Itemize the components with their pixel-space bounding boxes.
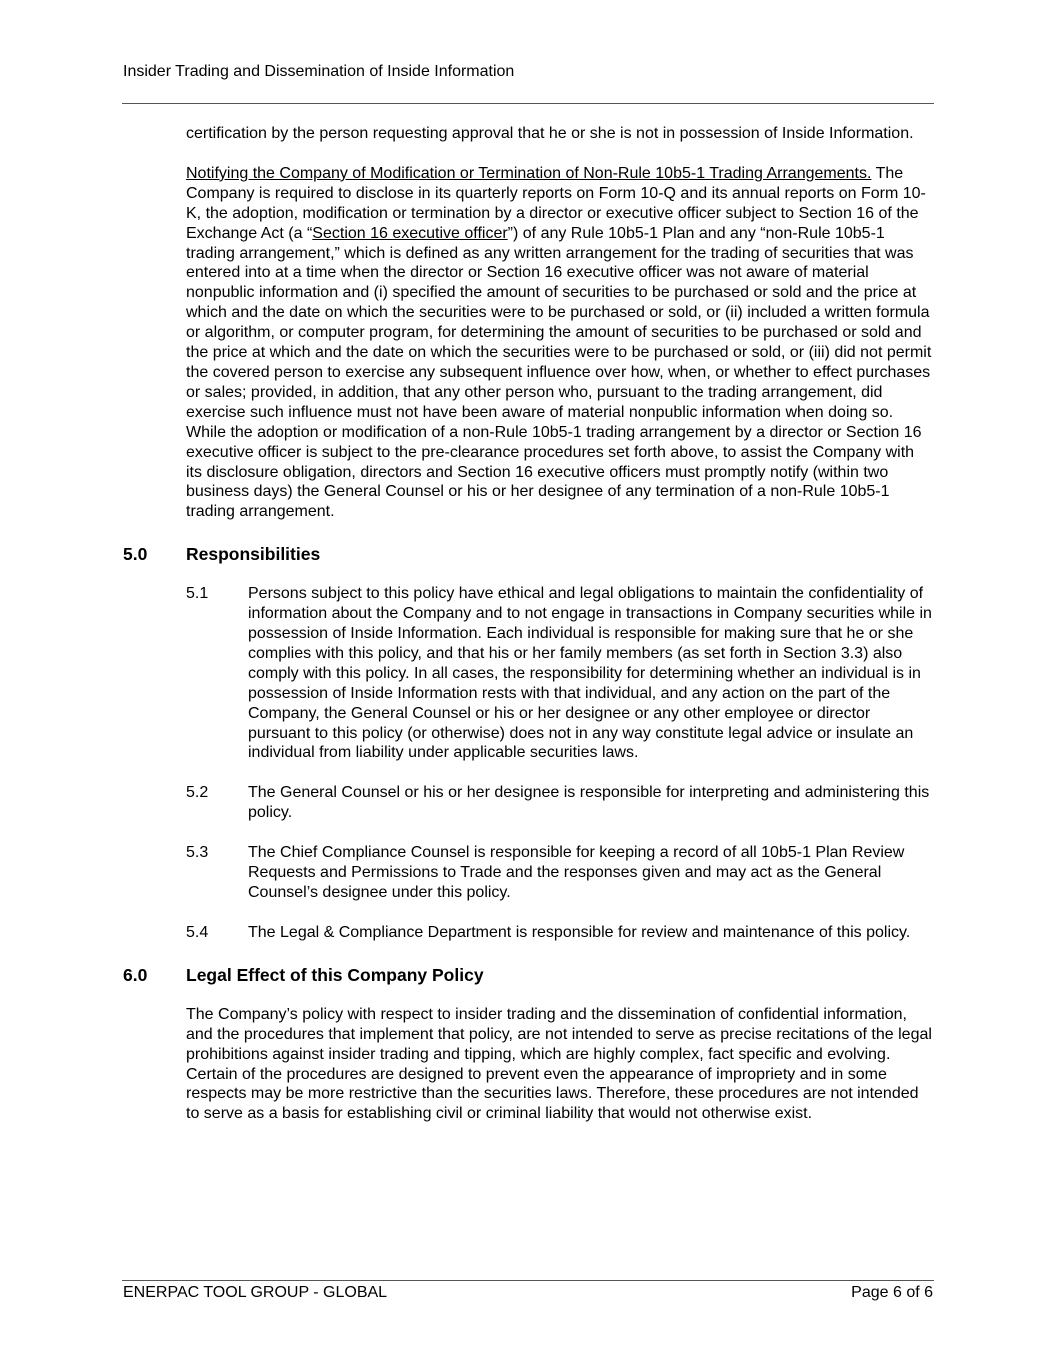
item-number: 5.1 [186, 585, 209, 603]
section-title: Legal Effect of this Company Policy [186, 964, 484, 985]
section-number: 5.0 [123, 544, 148, 565]
section-title: Responsibilities [186, 544, 321, 565]
notification-paragraph [186, 164, 933, 522]
defined-term: Section 16 executive officer [312, 224, 508, 242]
item-text: Persons subject to this policy have ethical and legal obligations to maintain the confidentiality of information about the Company and to not engage in transactions in Company securities while in possession of Inside Information. Each individual is responsible for making sure that he or she complies with this policy, and that his or her family members (as set forth in Section 3.3) also comply with this policy. In all cases, the responsibility for determining whether an individual is in possession of Inside Information rests with that individual, and any action on the part of the Company, the General Counsel or his or her designee or any other employee or director pursuant to this policy (or otherwise) does not in any way constitute legal advice or insulate an individual from liability under applicable securities laws. [248, 585, 932, 762]
page-footer [123, 1283, 933, 1303]
section-6-heading [123, 964, 933, 986]
document-body [123, 124, 933, 1124]
list-item [186, 783, 933, 823]
footer-divider [122, 1280, 934, 1281]
page-number: Page 6 of 6 [851, 1284, 933, 1301]
notification-text-part-2: ”) of any Rule 10b5-1 Plan and any “non-Rule 10b5-1 trading arrangement,” which is defined as any written arrangement for the trading of securities that was entered into at a time when the director or Section 16 executive officer was not aware of material nonpublic information and (i) specified the amount of securities to be purchased or sold and the price at which and the date on which the securities were to be purchased or sold, or (ii) included a written formula or algorithm, or computer program, for determining the amount of securities to be purchased or sold and the price at which and the date on which the securities were to be purchased or sold, or (iii) did not permit the covered person to exercise any subsequent influence over how, when, or whether to effect purchases or sales; provided, in addition, that any other person who, pursuant to the trading arrangement, did exercise such influence must not have been aware of material nonpublic information when doing so. While the adoption or modification of a non-Rule 10b5-1 trading arrangement by a director or Section 16 executive officer is subject to the pre-clearance procedures set forth above, to assist the Company with its disclosure obligation, directors and Section 16 executive officers must promptly notify (within two business days) the General Counsel or his or her designee of any termination of a non-Rule 10b5-1 trading arrangement. [186, 224, 932, 521]
item-number: 5.4 [186, 923, 209, 941]
item-text: The Chief Compliance Counsel is responsible for keeping a record of all 10b5-1 Plan Review Requests and Permissions to Trade and the responses given and may act as the General Counsel’s designee under this policy. [248, 844, 905, 901]
section-number: 6.0 [123, 964, 148, 985]
legal-effect-paragraph: The Company’s policy with respect to insider trading and the dissemination of confidential information, and the procedures that implement that policy, are not intended to serve as precise recitations of the legal prohibitions against insider trading and tipping, which are highly complex, fact specific and evolving. Certain of the procedures are designed to prevent even the appearance of impropriety and in some respects may be more restrictive than the securities laws. Therefore, these procedures are not intended to serve as a basis for establishing civil or criminal liability that would not otherwise exist. [186, 1005, 932, 1123]
item-text: The General Counsel or his or her designee is responsible for interpreting and administering this policy. [248, 784, 930, 822]
item-number: 5.2 [186, 784, 209, 802]
header-divider [122, 103, 934, 104]
continuation-paragraph: certification by the person requesting approval that he or she is not in possession of Inside Information. [186, 125, 914, 142]
item-number: 5.3 [186, 844, 209, 862]
notification-text-part-1: The Company is required to disclose in its quarterly reports on Form 10-Q and its annual reports on Form 10-K, the adoption, modification or termination by a director or executive officer subject to Section 16 of the Exchange Act (a “ [186, 164, 926, 242]
page-header: Insider Trading and Dissemination of Inside Information [123, 63, 515, 80]
section-5-heading [123, 543, 933, 565]
list-item [186, 584, 933, 763]
footer-company: ENERPAC TOOL GROUP - GLOBAL [123, 1284, 388, 1301]
item-text: The Legal & Compliance Department is responsible for review and maintenance of this policy. [248, 923, 911, 941]
list-item [186, 923, 933, 943]
list-item [186, 843, 933, 903]
notification-heading: Notifying the Company of Modification or Termination of Non-Rule 10b5-1 Trading Arrangements. [186, 164, 872, 182]
